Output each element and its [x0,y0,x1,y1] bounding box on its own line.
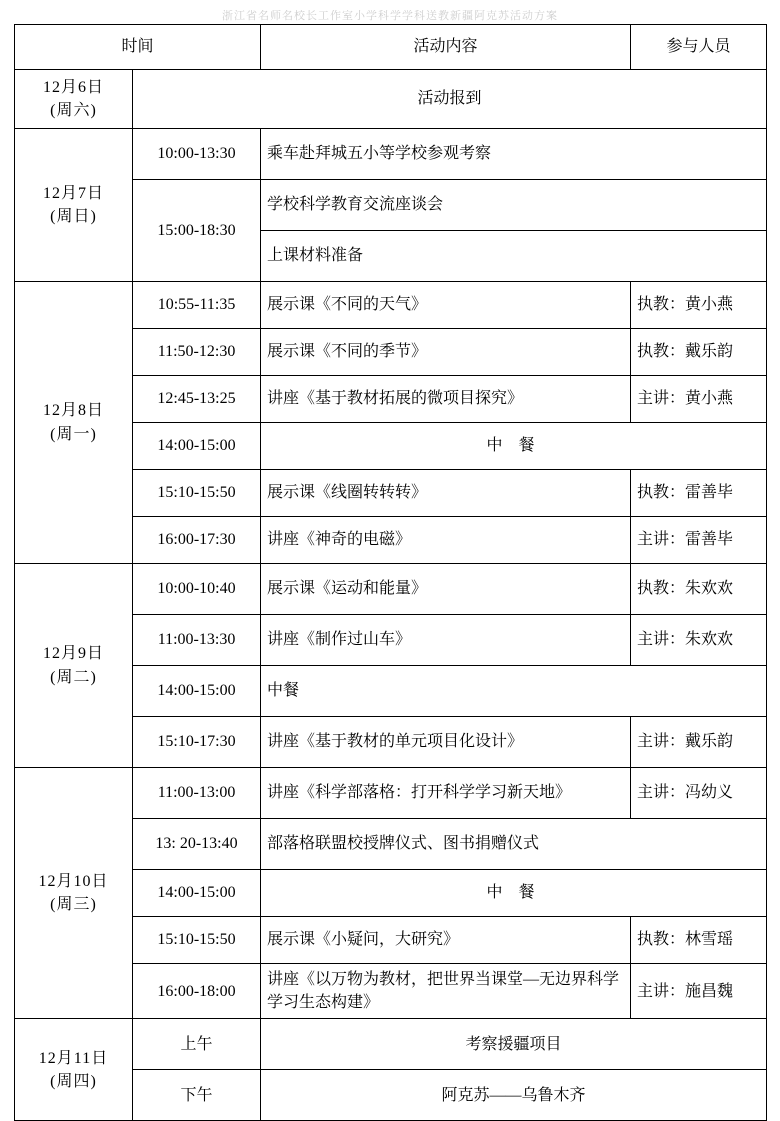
table-row [15,1019,767,1070]
activity-content: 讲座《制作过山车》 [261,615,631,666]
table-header [15,25,767,70]
date-line-1: 12月9日 [42,645,104,663]
header-row [15,25,767,70]
column-header-time: 时间 [15,25,261,70]
people-cell: 主讲：雷善毕 [631,517,767,564]
date-line-1: 12月6日 [42,78,104,96]
date-line-1: 12月11日 [38,1049,109,1067]
faint-document-header: 浙江省名师名校长工作室小学科学学科送教新疆阿克苏活动方案 [222,10,558,22]
table-body [15,70,767,1121]
time-cell: 16:00-18:00 [133,964,261,1019]
time-cell: 15:00-18:30 [133,180,261,282]
time-cell: 11:00-13:00 [133,768,261,819]
date-cell [15,564,133,768]
date-line-2: (周日) [50,208,97,225]
activity-content: 中 餐 [261,870,767,917]
activity-content: 部落格联盟校授牌仪式、图书捐赠仪式 [261,819,767,870]
people-cell: 主讲：冯幼义 [631,768,767,819]
time-cell: 13: 20-13:40 [133,819,261,870]
date-line-1: 12月7日 [42,184,104,202]
date-cell [15,129,133,282]
date-line-2: (周四) [50,1072,97,1090]
date-line-2: (周一) [50,425,97,443]
time-cell: 10:00-10:40 [133,564,261,615]
time-cell: 12:45-13:25 [133,376,261,423]
activity-content: 讲座《神奇的电磁》 [261,517,631,564]
people-cell: 执教：雷善毕 [631,470,767,517]
activity-content: 上课材料准备 [261,231,767,282]
activity-content: 讲座《以万物为教材，把世界当课堂—无边界科学学习生态构建》 [261,964,631,1019]
activity-content: 展示课《小疑问，大研究》 [261,917,631,964]
activity-content: 讲座《科学部落格：打开科学学习新天地》 [261,768,631,819]
activity-content: 乘车赴拜城五小等学校参观考察 [261,129,767,180]
activity-content: 展示课《不同的天气》 [261,282,631,329]
date-cell [15,282,133,564]
time-cell: 10:55-11:35 [133,282,261,329]
activity-content: 展示课《线圈转转转》 [261,470,631,517]
activity-content: 讲座《基于教材的单元项目化设计》 [261,717,631,768]
time-cell: 16:00-17:30 [133,517,261,564]
activity-content: 考察援疆项目 [261,1019,767,1070]
time-cell: 15:10-17:30 [133,717,261,768]
activity-content: 展示课《不同的季节》 [261,329,631,376]
table-row [15,282,767,329]
people-cell: 执教：朱欢欢 [631,564,767,615]
time-cell: 15:10-15:50 [133,470,261,517]
activity-content: 讲座《基于教材拓展的微项目探究》 [261,376,631,423]
column-header-people: 参与人员 [631,25,767,70]
people-cell: 主讲：戴乐韵 [631,717,767,768]
table-row [15,129,767,180]
date-cell [15,70,133,129]
people-cell: 主讲：施昌魏 [631,964,767,1019]
people-cell: 主讲：黄小燕 [631,376,767,423]
date-line-1: 12月10日 [38,873,109,890]
date-line-2: (周二) [50,668,97,686]
activity-content: 中 餐 [261,423,767,470]
date-line-1: 12月8日 [42,402,104,420]
date-line-2: (周六) [50,102,97,119]
activity-content: 展示课《运动和能量》 [261,564,631,615]
date-cell [15,1019,133,1121]
people-cell: 执教：黄小燕 [631,282,767,329]
time-cell: 14:00-15:00 [133,666,261,717]
people-cell: 执教：林雪瑶 [631,917,767,964]
date-cell [15,768,133,1019]
table-row [15,768,767,819]
time-cell: 14:00-15:00 [133,870,261,917]
activity-content: 学校科学教育交流座谈会 [261,180,767,231]
date-line-2: (周三) [50,896,97,914]
column-header-content: 活动内容 [261,25,631,70]
time-cell: 下午 [133,1070,261,1121]
activity-content: 活动报到 [133,70,767,129]
time-cell: 11:00-13:30 [133,615,261,666]
time-cell: 10:00-13:30 [133,129,261,180]
people-cell: 主讲：朱欢欢 [631,615,767,666]
people-cell: 执教：戴乐韵 [631,329,767,376]
time-cell: 14:00-15:00 [133,423,261,470]
schedule-table [14,24,767,1121]
time-cell: 11:50-12:30 [133,329,261,376]
activity-content: 中餐 [261,666,767,717]
table-row [15,564,767,615]
table-row [15,70,767,129]
time-cell: 15:10-15:50 [133,917,261,964]
time-cell: 上午 [133,1019,261,1070]
activity-content: 阿克苏——乌鲁木齐 [261,1070,767,1121]
